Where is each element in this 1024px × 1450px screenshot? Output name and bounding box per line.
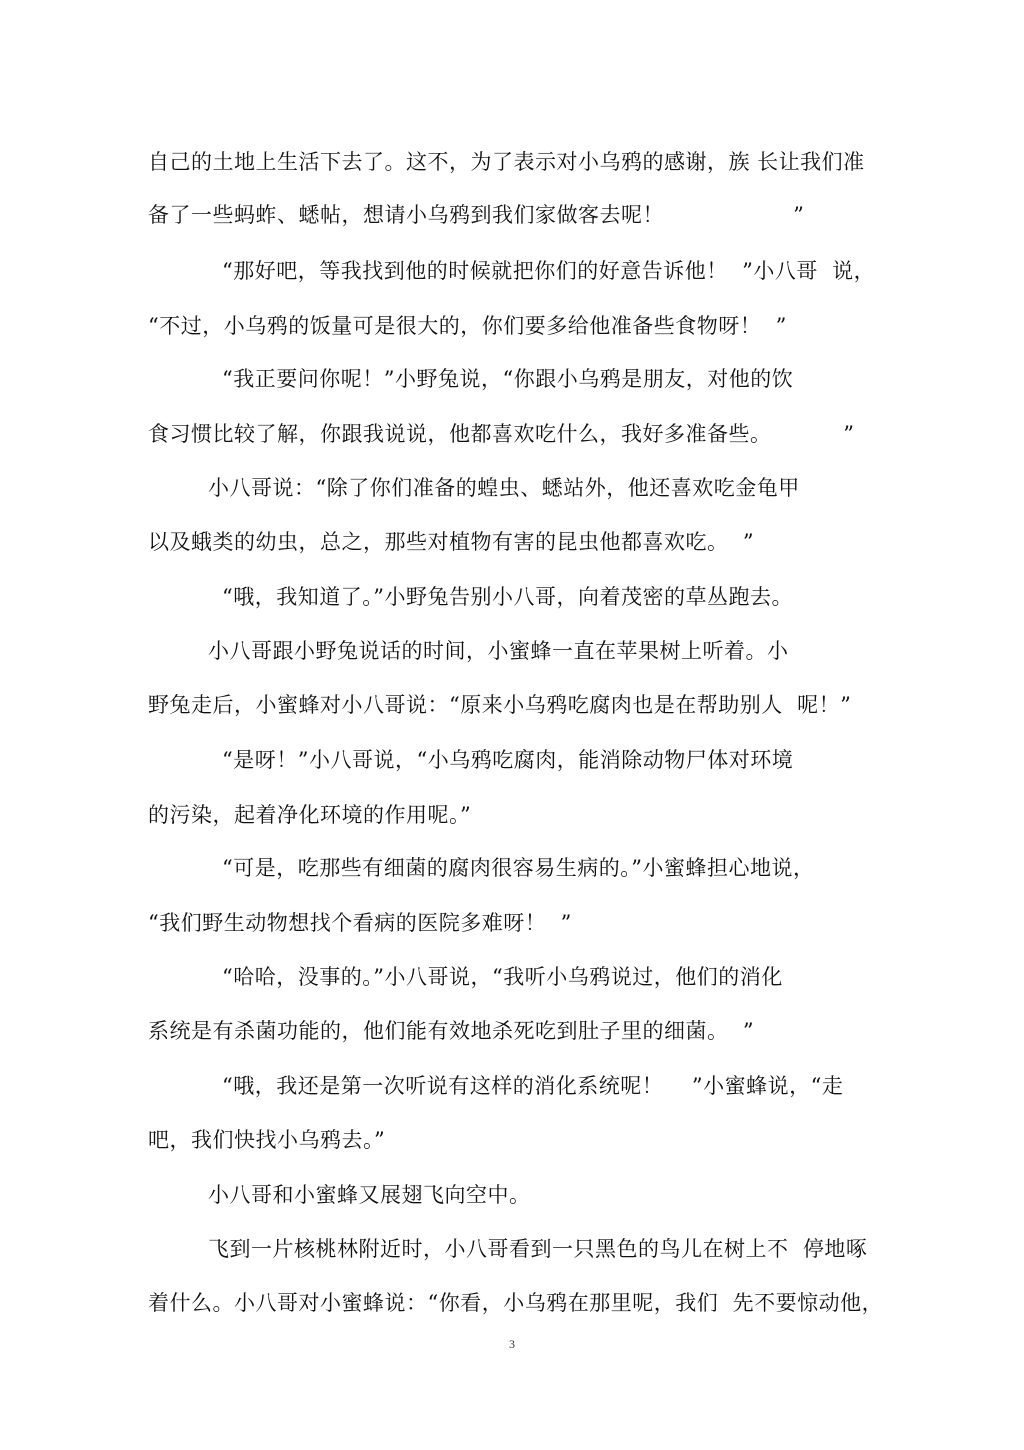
text-line: “我正要问你呢！”小野兔说，“你跟小乌鸦是朋友，对他的饮 (222, 367, 794, 391)
text-line: 系统是有杀菌功能的，他们能有效地杀死吃到肚子里的细菌。 ” (148, 1019, 755, 1043)
text-line: 飞到一片核桃林附近时，小八哥看到一只黑色的鸟儿在树上不 停地啄 (208, 1237, 868, 1261)
text-line: 自己的土地上生活下去了。这不，为了表示对小乌鸦的感谢，族 长让我们准 (148, 150, 865, 174)
text-line: 着什么。小八哥对小蜜蜂说：“你看，小乌鸦在那里呢，我们 先不要惊动他， (148, 1291, 884, 1315)
text-line: 食习惯比较了解，你跟我说说，他都喜欢吃什么，我好多准备些。 ” (148, 422, 855, 446)
text-line: 小八哥说：“除了你们准备的蝗虫、蟋站外，他还喜欢吃金龟甲 (208, 476, 800, 500)
text-line: “可是，吃那些有细菌的腐肉很容易生病的。”小蜜蜂担心地说， (222, 856, 815, 880)
text-line: “那好吧，等我找到他的时候就把你们的好意告诉他！ ”小八哥 说， (222, 259, 876, 283)
text-line: 以及蛾类的幼虫，总之，那些对植物有害的昆虫他都喜欢吃。 ” (148, 530, 755, 554)
text-line: 小八哥跟小野兔说话的时间，小蜜蜂一直在苹果树上听着。小 (208, 639, 789, 663)
text-line: “哈哈，没事的。”小八哥说，“我听小乌鸦说过，他们的消化 (222, 965, 783, 989)
text-line: “我们野生动物想找个看病的医院多难呀！ ” (148, 911, 572, 935)
text-line: “是呀！”小八哥说，“小乌鸦吃腐肉，能消除动物尸体对环境 (222, 748, 794, 772)
text-line: 备了一些蚂蚱、蟋帖，想请小乌鸦到我们家做客去呢！ ” (148, 203, 805, 227)
text-line: “不过，小乌鸦的饭量可是很大的，你们要多给他准备些食物呀！ ” (148, 314, 787, 338)
text-line: 小八哥和小蜜蜂又展翅飞向空中。 (208, 1183, 531, 1207)
text-line: “哦，我知道了。”小野兔告别小八哥，向着茂密的草丛跑去。 (222, 585, 793, 609)
page-number: 3 (509, 1337, 515, 1351)
text-line: 吧，我们快找小乌鸦去。” (148, 1128, 386, 1152)
text-line: “哦，我还是第一次听说有这样的消化系统呢！ ”小蜜蜂说，“走 (222, 1074, 844, 1098)
text-line: 的污染，起着净化环境的作用呢。” (148, 803, 472, 827)
text-line: 野兔走后，小蜜蜂对小八哥说：“原来小乌鸦吃腐肉也是在帮助别人 呢！” (148, 693, 852, 717)
